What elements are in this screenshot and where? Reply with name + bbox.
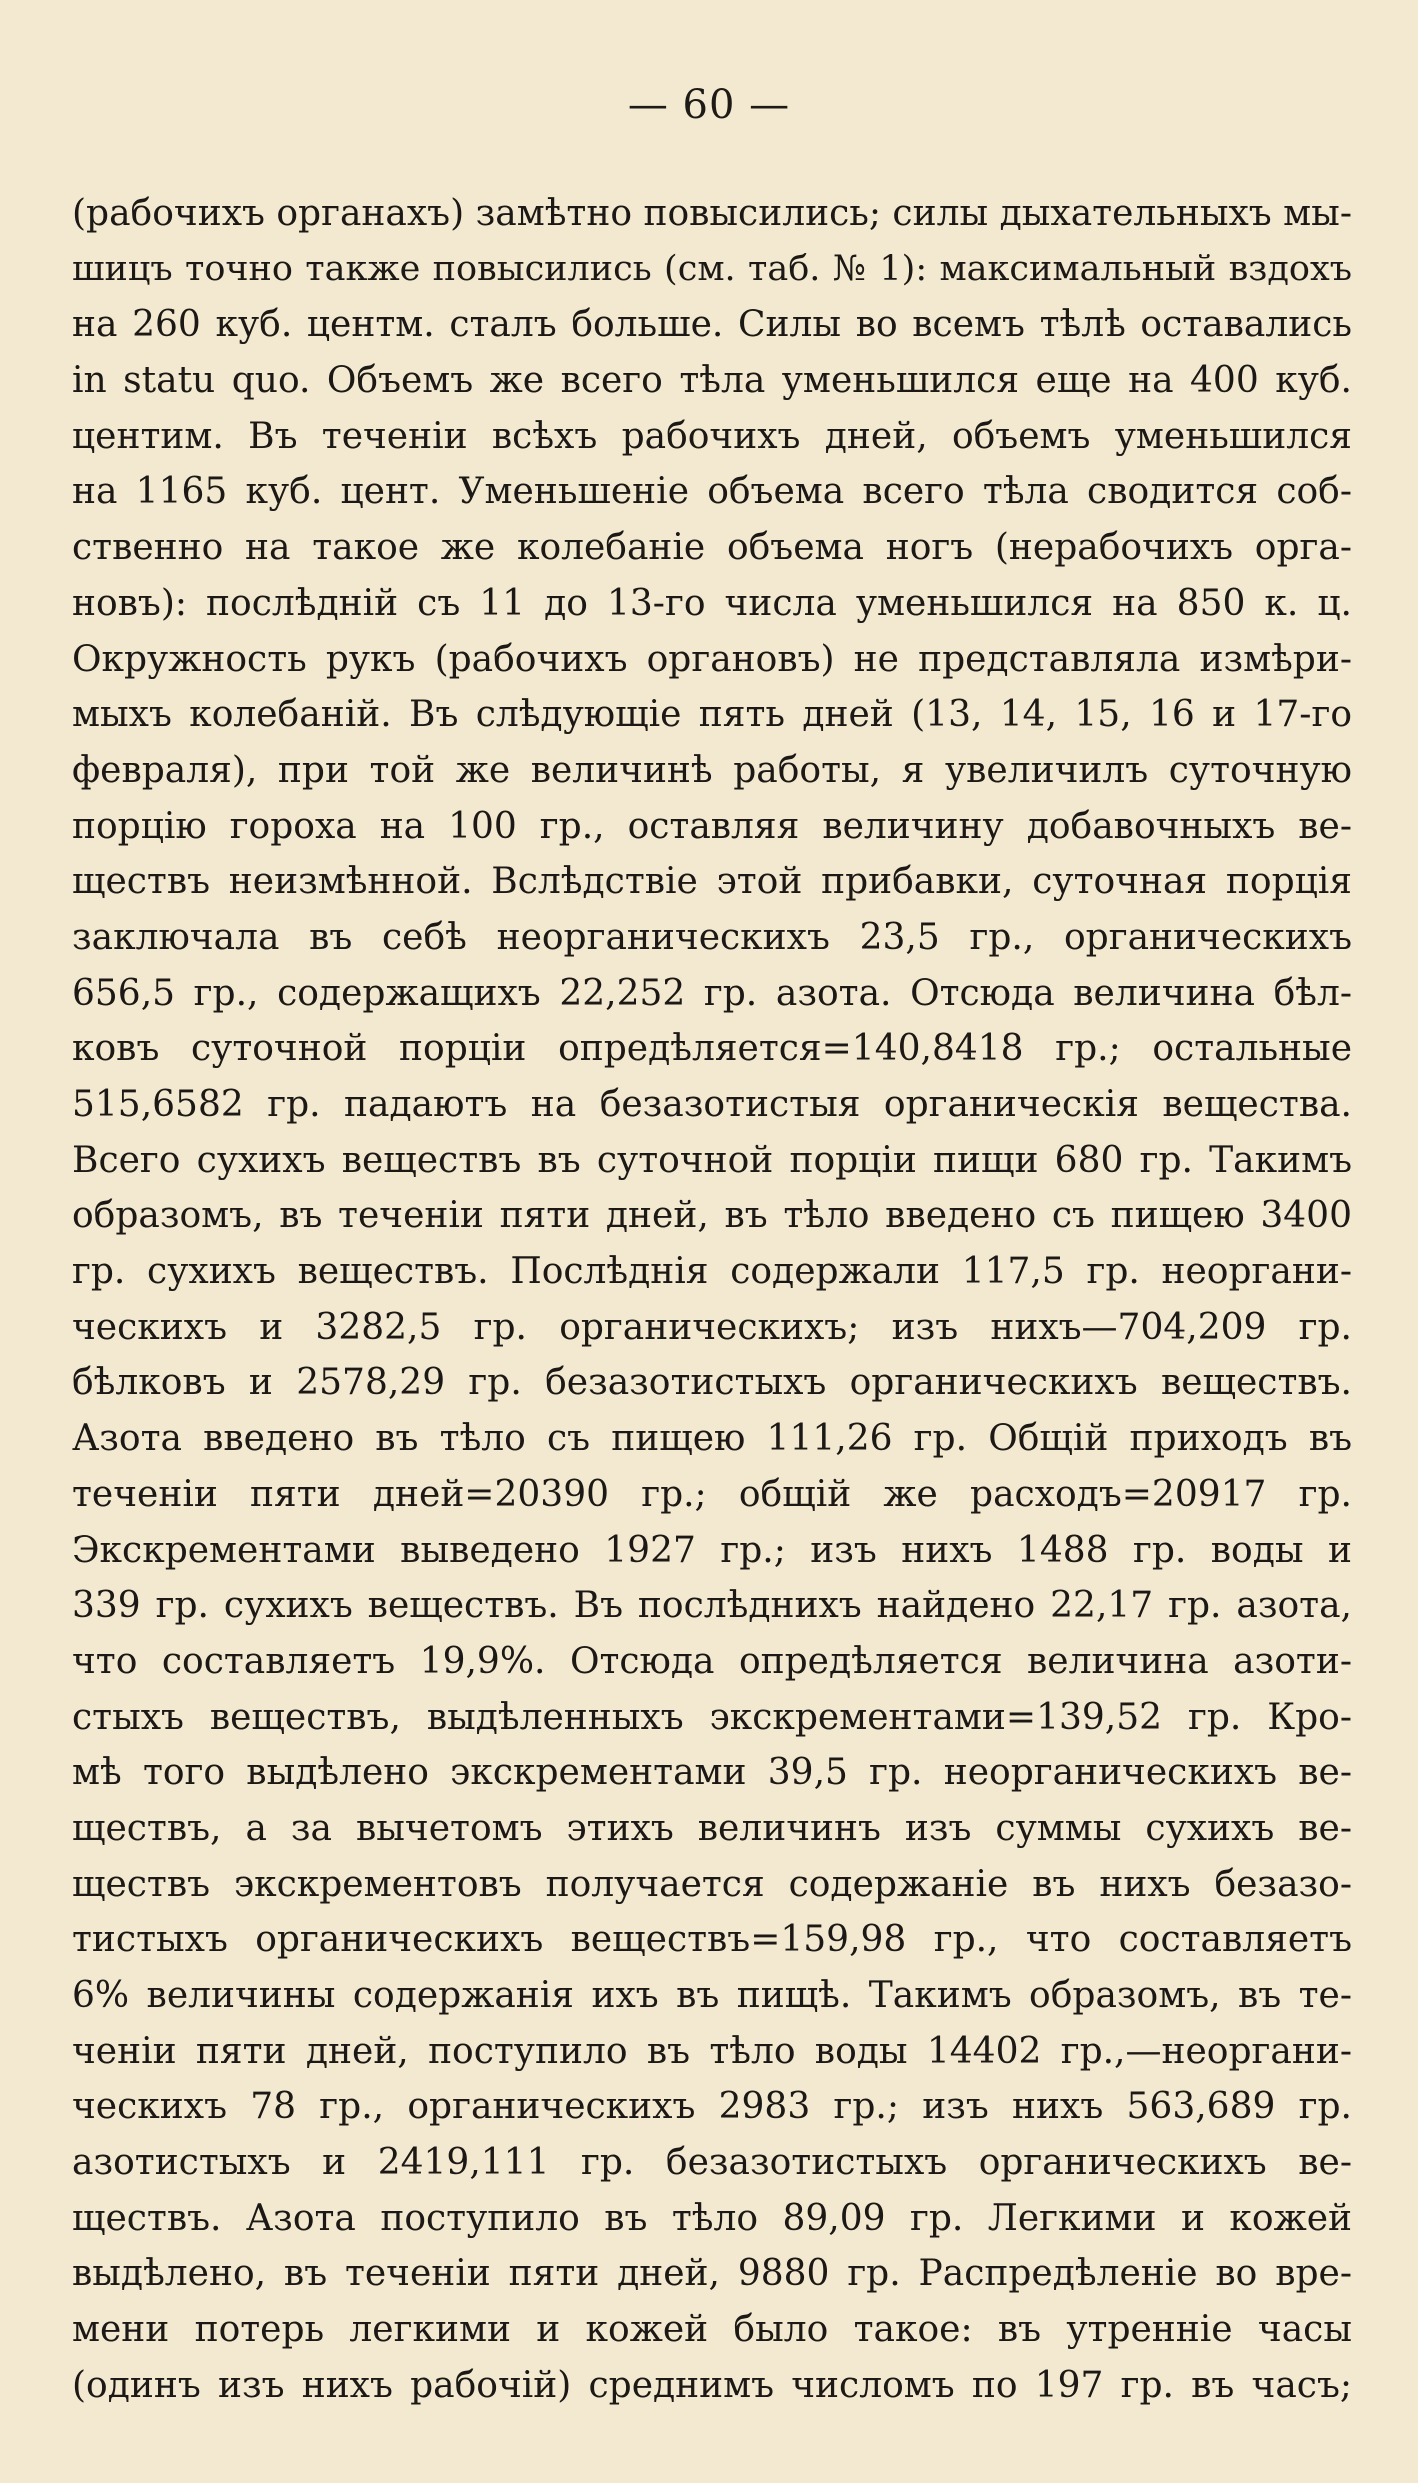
text-line: ществъ экскрементовъ получается содержаніе въ нихъ безазо- xyxy=(72,1863,1352,1905)
text-line: ществъ неизмѣнной. Вслѣдствіе этой прибавки, суточная порція xyxy=(72,861,1352,903)
text-line: на 1165 куб. цент. Уменьшеніе объема всего тѣла сводится соб- xyxy=(72,471,1352,513)
text-line: мѣ того выдѣлено экскрементами 39,5 гр. неорганическихъ ве- xyxy=(72,1752,1352,1794)
text-line: тистыхъ органическихъ веществъ=159,98 гр., что составляетъ xyxy=(72,1919,1352,1961)
page-number: — 60 — xyxy=(627,82,791,128)
text-line: центим. Въ теченіи всѣхъ рабочихъ дней, объемъ уменьшился xyxy=(72,415,1352,457)
text-line: ществъ. Азота поступило въ тѣло 89,09 гр. Легкими и кожей xyxy=(72,2197,1352,2239)
text-line: (одинъ изъ нихъ рабочій) среднимъ числомъ по 197 гр. въ часъ; xyxy=(72,2364,1352,2406)
text-line: новъ): послѣдній съ 11 до 13-го числа уменьшился на 850 к. ц. xyxy=(72,582,1352,624)
text-line: что составляетъ 19,9%. Отсюда опредѣляется величина азоти- xyxy=(72,1640,1352,1682)
text-line: Экскрементами выведено 1927 гр.; изъ нихъ 1488 гр. воды и xyxy=(72,1529,1352,1571)
text-line: стыхъ веществъ, выдѣленныхъ экскрементами=139,52 гр. Кро- xyxy=(72,1696,1352,1738)
text-line: мени потерь легкими и кожей было такое: въ утренніе часы xyxy=(72,2309,1352,2351)
text-line: образомъ, въ теченіи пяти дней, въ тѣло введено съ пищею 3400 xyxy=(72,1195,1352,1237)
text-line: 515,6582 гр. падаютъ на безазотистыя органическія вещества. xyxy=(72,1084,1352,1125)
text-line: ческихъ 78 гр., органическихъ 2983 гр.; изъ нихъ 563,689 гр. xyxy=(72,2086,1352,2128)
text-line: шицъ точно также повысились (см. таб. № 1): максимальный вздохъ xyxy=(72,248,1352,289)
text-line: Окружность рукъ (рабочихъ органовъ) не представляла измѣри- xyxy=(72,638,1352,680)
text-line: (рабочихъ органахъ) замѣтно повысились; силы дыхательныхъ мы- xyxy=(72,193,1352,234)
text-line: Азота введено въ тѣло съ пищею 111,26 гр. Общій приходъ въ xyxy=(72,1418,1352,1460)
text-line: выдѣлено, въ теченіи пяти дней, 9880 гр. Распредѣленіе во вре- xyxy=(72,2253,1352,2295)
text-line: ческихъ и 3282,5 гр. органическихъ; изъ нихъ—704,209 гр. xyxy=(72,1306,1352,1348)
text-line: 656,5 гр., содержащихъ 22,252 гр. азота. Отсюда величина бѣл- xyxy=(72,972,1352,1014)
text-line: на 260 куб. центм. сталъ больше. Силы во всемъ тѣлѣ оставались xyxy=(72,304,1352,346)
text-line: февраля), при той же величинѣ работы, я увеличилъ суточную xyxy=(72,749,1352,791)
text-line: ственно на такое же колебаніе объема ногъ (нерабочихъ орга- xyxy=(72,527,1352,569)
text-line: 6% величины содержанія ихъ въ пищѣ. Такимъ образомъ, въ те- xyxy=(72,1975,1352,2016)
text-line: in statu quo. Объемъ же всего тѣла уменьшился еще на 400 куб. xyxy=(72,360,1352,402)
text-line: заключала въ себѣ неорганическихъ 23,5 гр., органическихъ xyxy=(72,916,1352,958)
text-line: 339 гр. сухихъ веществъ. Въ послѣднихъ найдено 22,17 гр. азота, xyxy=(72,1585,1352,1627)
text-line: ченіи пяти дней, поступило въ тѣло воды 14402 гр.,—неоргани- xyxy=(72,2030,1352,2072)
text-line: ковъ суточной порціи опредѣляется=140,8418 гр.; остальные xyxy=(72,1028,1352,1070)
text-line: теченіи пяти дней=20390 гр.; общій же расходъ=20917 гр. xyxy=(72,1473,1352,1515)
text-line: азотистыхъ и 2419,111 гр. безазотистыхъ органическихъ ве- xyxy=(72,2142,1352,2184)
text-line: мыхъ колебаній. Въ слѣдующіе пять дней (13, 14, 15, 16 и 17-го xyxy=(72,694,1352,736)
text-line: бѣлковъ и 2578,29 гр. безазотистыхъ органическихъ веществъ. xyxy=(72,1362,1352,1404)
text-line: порцію гороха на 100 гр., оставляя величину добавочныхъ ве- xyxy=(72,805,1352,847)
text-line: Всего сухихъ веществъ въ суточной порціи пищи 680 гр. Такимъ xyxy=(72,1139,1352,1181)
body-text xyxy=(72,186,1352,2414)
text-line: гр. сухихъ веществъ. Послѣднія содержали 117,5 гр. неоргани- xyxy=(72,1251,1352,1293)
text-line: ществъ, а за вычетомъ этихъ величинъ изъ суммы сухихъ ве- xyxy=(72,1807,1352,1849)
